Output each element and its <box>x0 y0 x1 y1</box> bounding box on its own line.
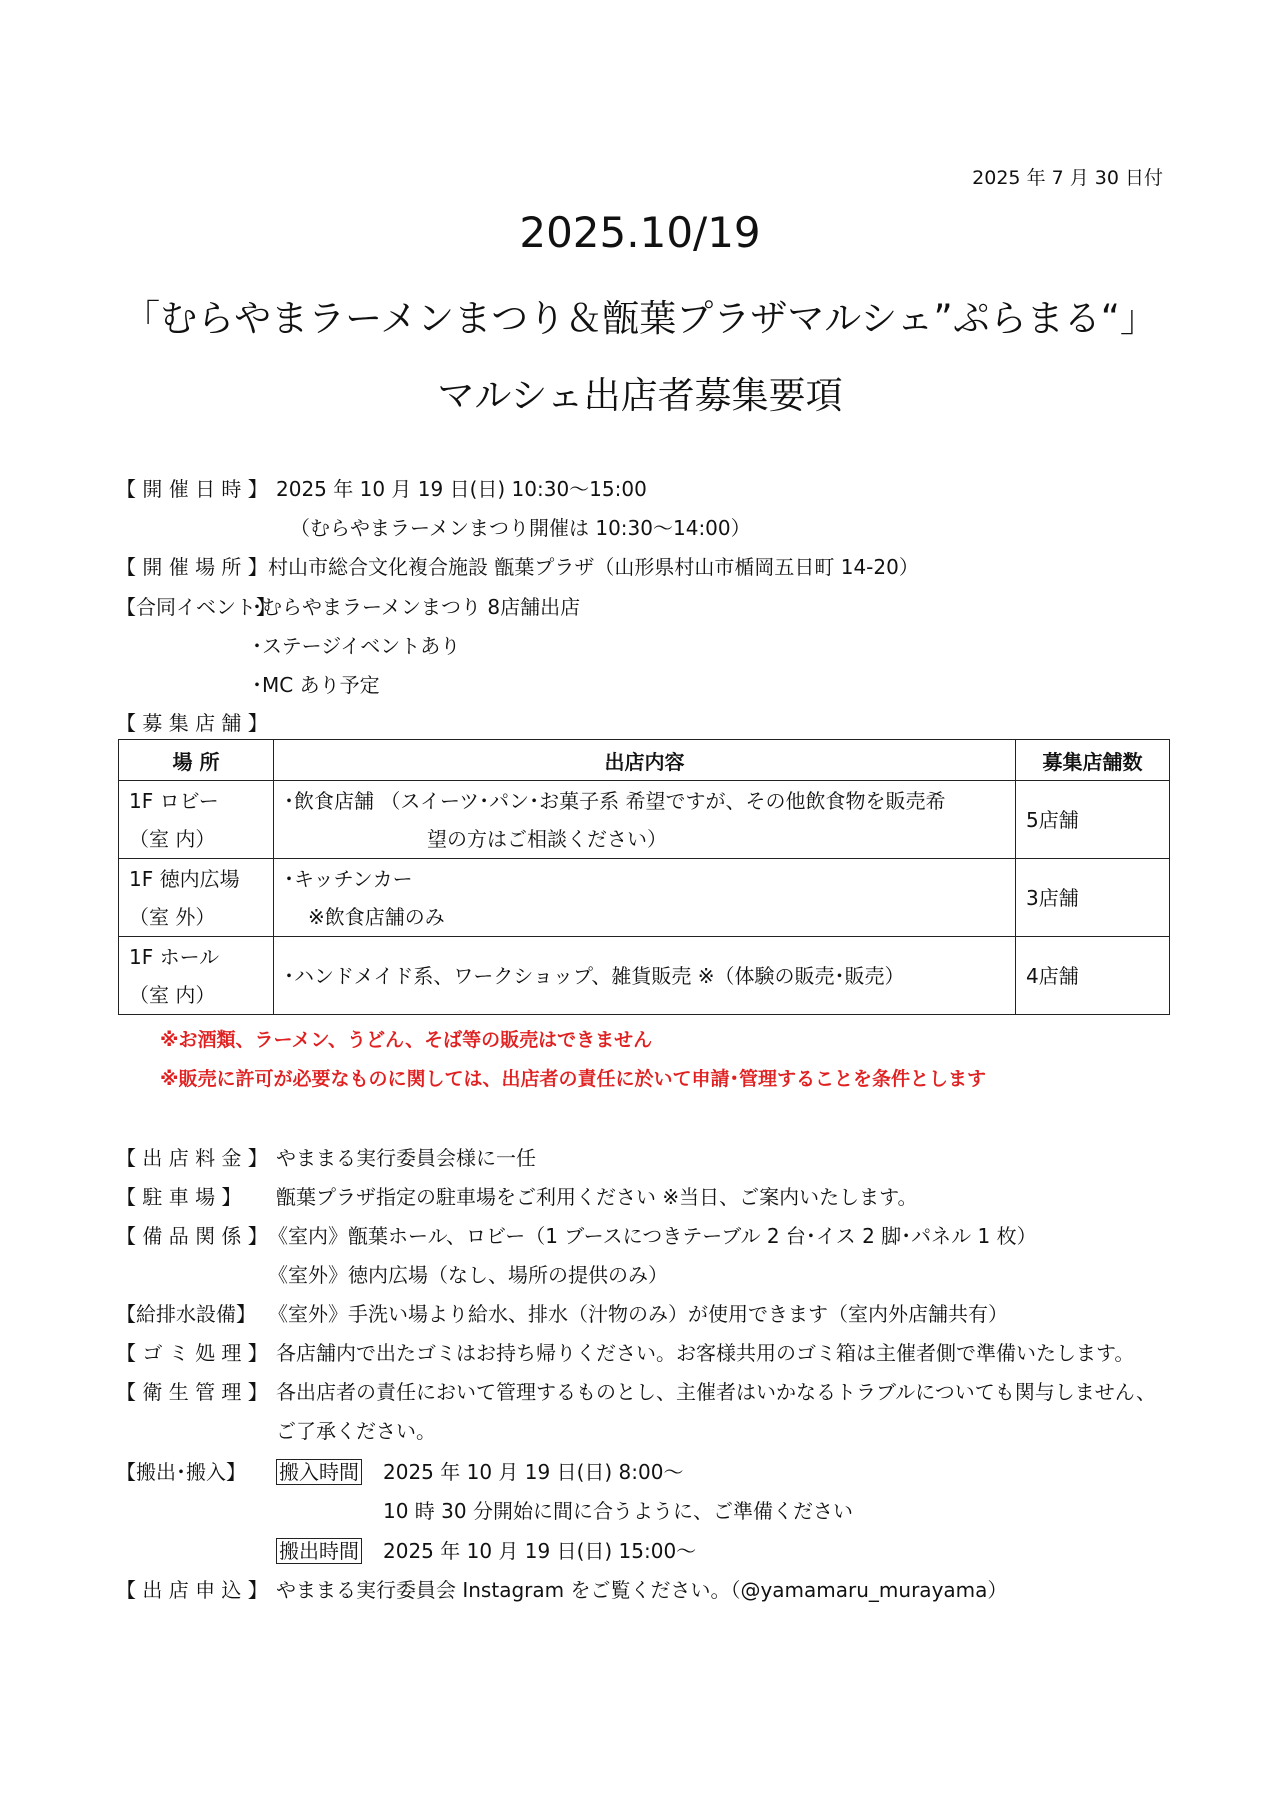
content-cell <box>274 781 1016 859</box>
carry-label: 【搬出･搬入】 <box>116 1460 246 1484</box>
event-date-title: 2025.10/19 <box>519 208 761 257</box>
garbage-value: 各店舗内で出たゴミはお持ち帰りください。お客様共用のゴミ箱は主催者側で準備いたします。 <box>276 1341 1135 1365</box>
equipment-value: 《室内》甑葉ホール、ロビー（1 ブースにつきテーブル 2 台･イス 2 脚･パネル 1 枚） <box>268 1224 1037 1248</box>
hygiene-value: ご了承ください。 <box>276 1419 436 1443</box>
garbage-label: 【 ゴ ミ 処 理 】 <box>116 1341 268 1365</box>
fee-label: 【 出 店 料 金 】 <box>116 1146 268 1170</box>
carry-in-value: 2025 年 10 月 19 日(日) 8:00～ <box>383 1460 684 1484</box>
recruit-table <box>118 739 1170 1015</box>
place-line: （室 内） <box>129 826 216 851</box>
water-label: 【給排水設備】 <box>116 1302 256 1326</box>
table-header-row <box>119 740 1170 781</box>
equipment-value: 《室外》徳内広場（なし、場所の提供のみ） <box>268 1263 668 1287</box>
content-line: 望の方はご相談ください） <box>427 826 667 851</box>
datetime-label: 【 開 催 日 時 】 <box>116 477 268 501</box>
content-cell <box>274 859 1016 937</box>
place-cell <box>119 859 274 937</box>
notice-text: ※お酒類、ラーメン、うどん、そば等の販売はできません <box>160 1029 653 1051</box>
carry-out-box: 搬出時間 <box>276 1538 362 1564</box>
carry-out-label <box>276 1535 362 1564</box>
event-name-title: 「むらやまラーメンまつり＆甑葉プラザマルシェ”ぷらまる“」 <box>123 297 1157 340</box>
content-line: ※飲食店舗のみ <box>308 904 445 929</box>
carry-in-note: 10 時 30 分開始に間に合うように、ご準備ください <box>383 1499 853 1523</box>
venue-label: 【 開 催 場 所 】 <box>116 555 268 579</box>
parking-label: 【 駐 車 場 】 <box>116 1185 242 1209</box>
table-header: 募集店舗数 <box>1016 740 1170 781</box>
datetime-note: （むらやまラーメンまつり開催は 10:30～14:00） <box>290 516 751 540</box>
page-title: マルシェ出店者募集要項 <box>437 374 843 417</box>
table-row <box>119 937 1170 1015</box>
hygiene-label: 【 衛 生 管 理 】 <box>116 1380 268 1404</box>
joint-event-item: ･むらやまラーメンまつり 8店舗出店 <box>252 595 581 619</box>
carry-out-value: 2025 年 10 月 19 日(日) 15:00～ <box>383 1539 697 1563</box>
recruit-label: 【 募 集 店 舗 】 <box>116 711 268 735</box>
place-line: 1F 徳内広場 <box>129 866 240 891</box>
fee-value: やままる実行委員会様に一任 <box>276 1146 536 1170</box>
notice-text: ※販売に許可が必要なものに関しては、出店者の責任に於いて申請･管理することを条件とします <box>160 1068 986 1090</box>
carry-in-label <box>276 1456 362 1485</box>
table-row <box>119 859 1170 937</box>
table-row <box>119 781 1170 859</box>
place-line: （室 内） <box>129 982 216 1007</box>
place-line: 1F ホール <box>129 944 220 969</box>
count-cell: 3店舗 <box>1016 859 1170 937</box>
table-header: 場 所 <box>119 740 274 781</box>
joint-event-item: ･MC あり予定 <box>252 673 380 697</box>
content-cell: ･ハンドメイド系、ワークショップ、雑貨販売 ※（体験の販売･販売） <box>274 937 1016 1015</box>
equipment-label: 【 備 品 関 係 】 <box>116 1224 268 1248</box>
count-cell: 4店舗 <box>1016 937 1170 1015</box>
venue-value: 村山市総合文化複合施設 甑葉プラザ（山形県村山市楯岡五日町 14-20） <box>268 555 919 579</box>
place-cell <box>119 937 274 1015</box>
issue-date: 2025 年 7 月 30 日付 <box>972 167 1163 189</box>
water-value: 《室外》手洗い場より給水、排水（汁物のみ）が使用できます（室内外店舗共有） <box>268 1302 1008 1326</box>
place-line: （室 外） <box>129 904 216 929</box>
content-line: ･飲食店舗 （スイーツ･パン･お菓子系 希望ですが、その他飲食物を販売希 <box>284 788 946 813</box>
content-line: ･キッチンカー <box>284 866 413 891</box>
datetime-value: 2025 年 10 月 19 日(日) 10:30～15:00 <box>276 477 647 501</box>
apply-value: やままる実行委員会 Instagram をご覧ください。（@yamamaru_murayama） <box>276 1578 1008 1602</box>
hygiene-value: 各出店者の責任において管理するものとし、主催者はいかなるトラブルについても関与しません、 <box>276 1380 1156 1404</box>
apply-label: 【 出 店 申 込 】 <box>116 1578 268 1602</box>
table-header: 出店内容 <box>274 740 1016 781</box>
joint-event-item: ･ステージイベントあり <box>252 634 461 658</box>
parking-value: 甑葉プラザ指定の駐車場をご利用ください ※当日、ご案内いたします。 <box>276 1185 918 1209</box>
place-line: 1F ロビー <box>129 788 219 813</box>
count-cell: 5店舗 <box>1016 781 1170 859</box>
carry-in-box: 搬入時間 <box>276 1459 362 1485</box>
joint-event-label: 【合同イベント】 <box>116 595 276 619</box>
place-cell <box>119 781 274 859</box>
